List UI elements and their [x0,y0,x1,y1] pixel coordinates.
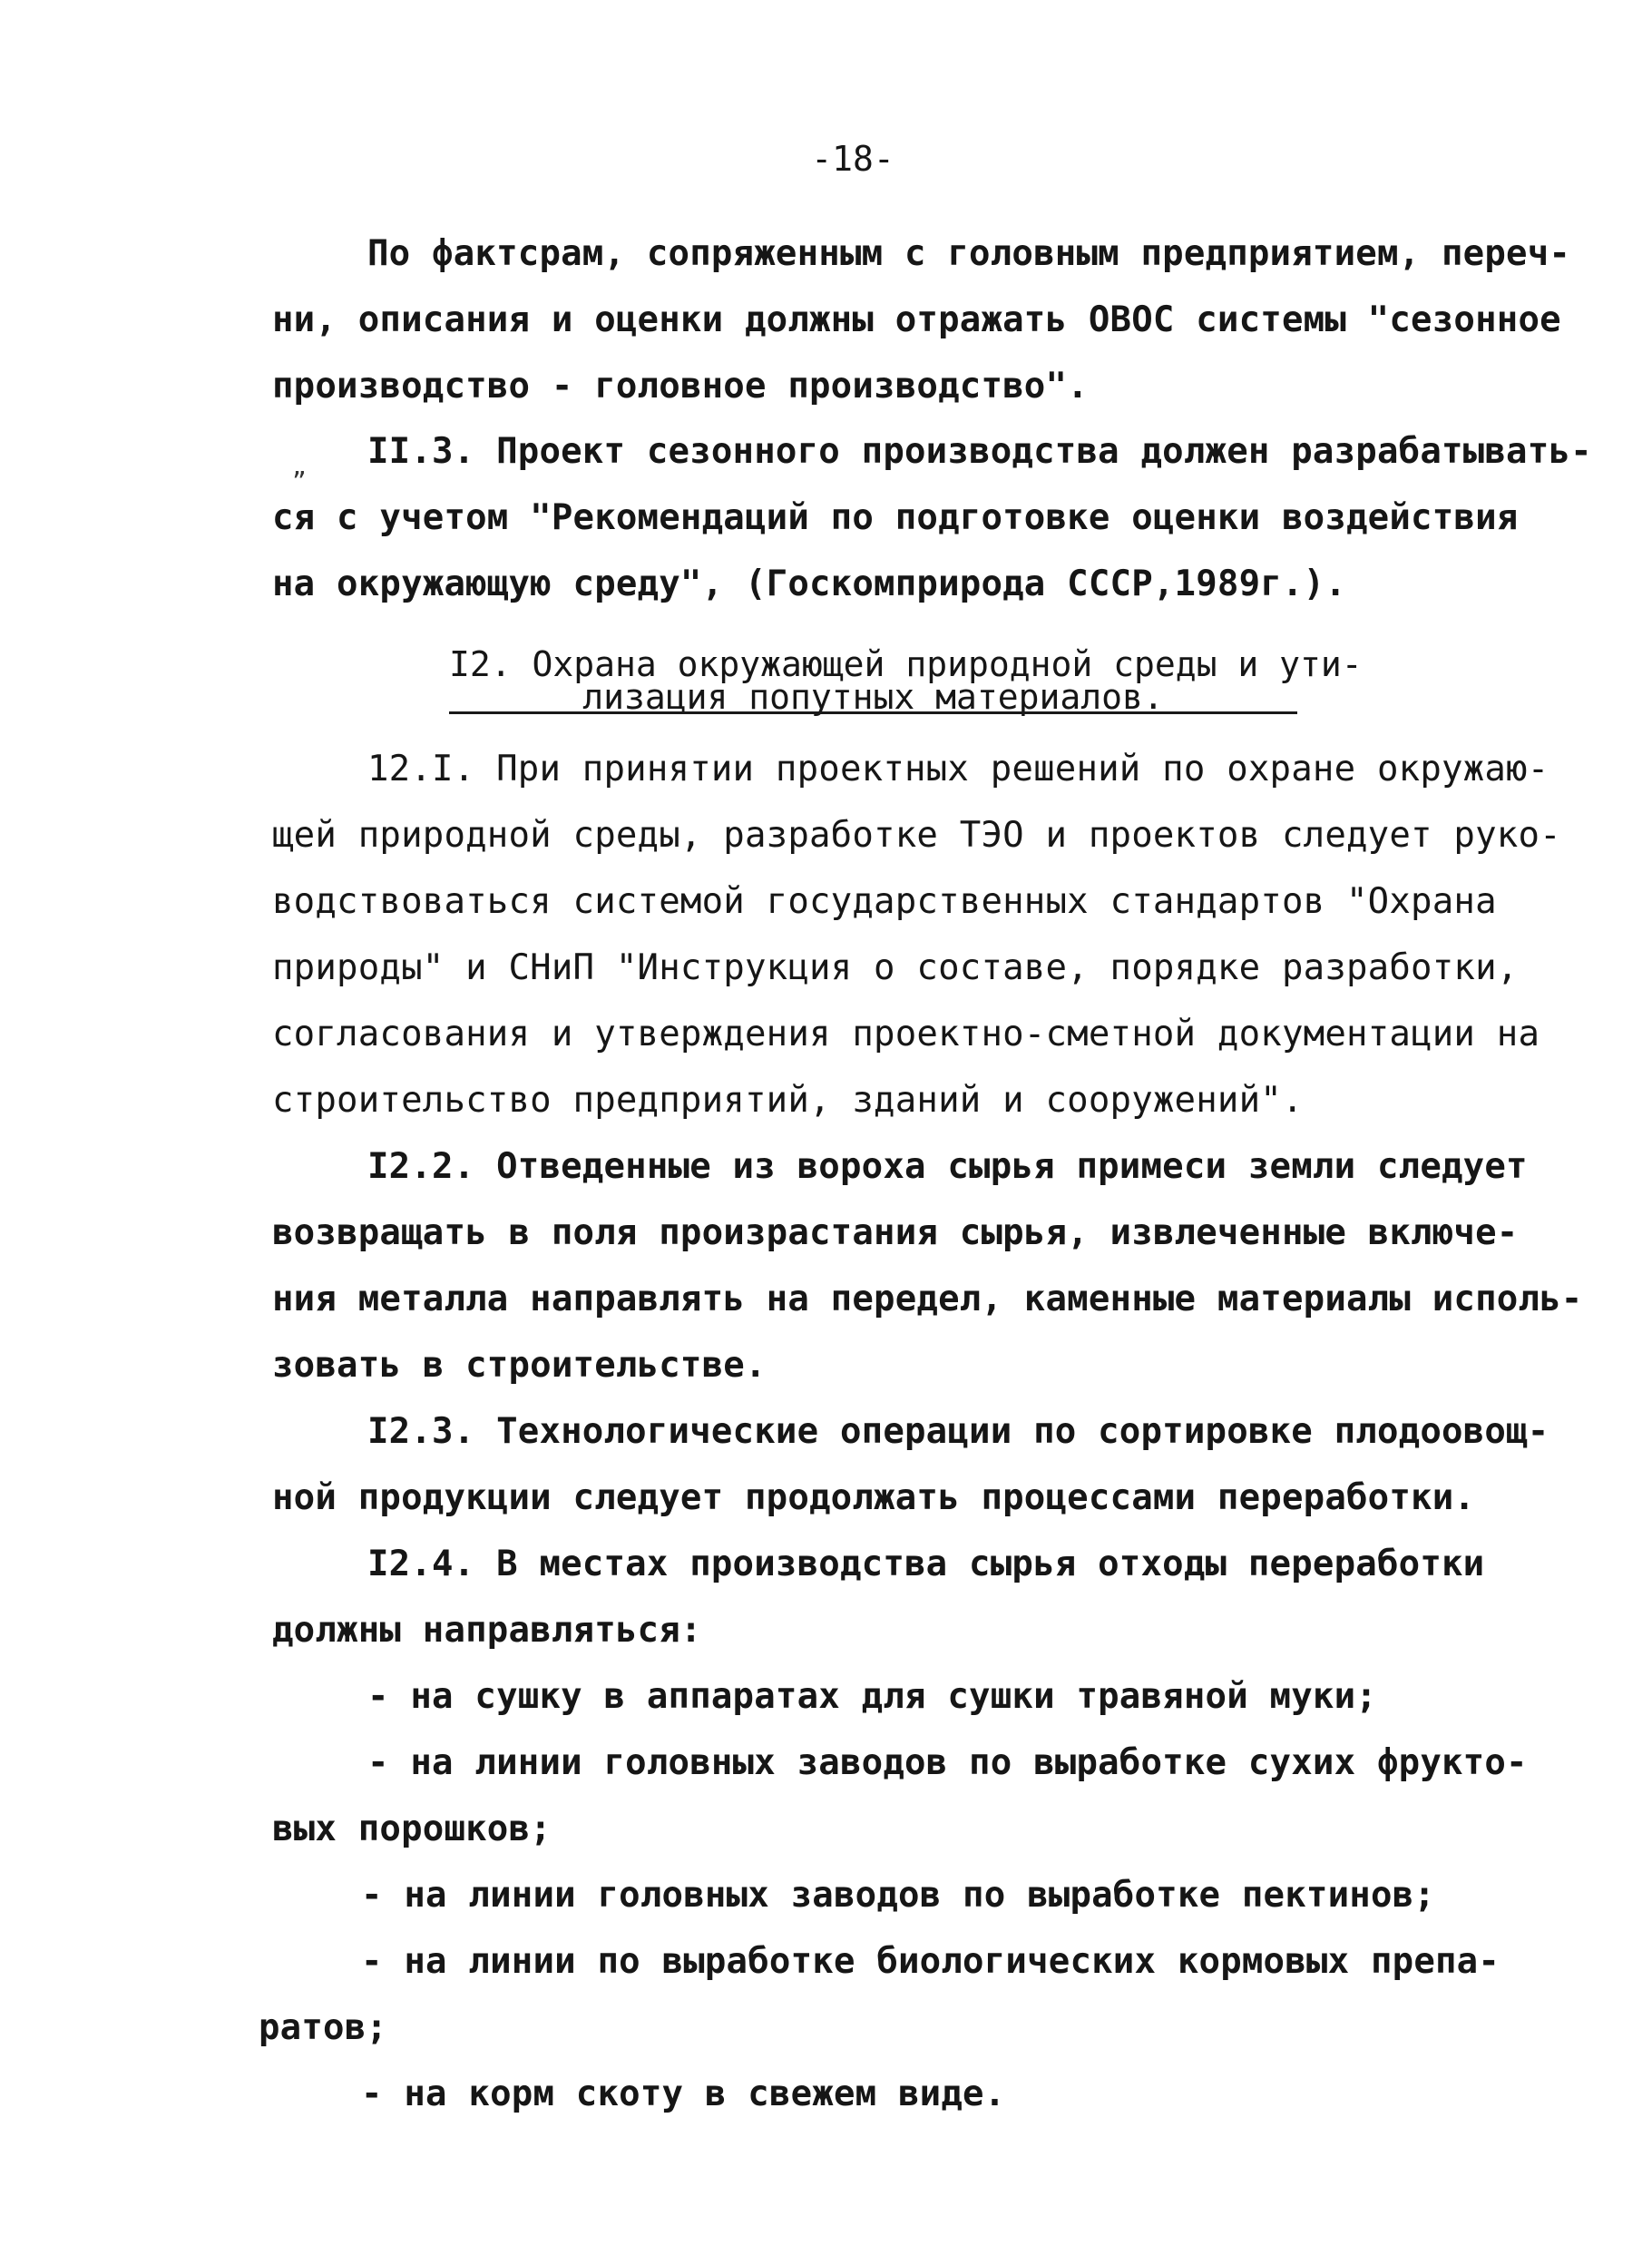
list-item: - на линии по выработке биологических кормовых препа- [361,1941,1500,1982]
text-line: I2.3. Технологические операции по сортировке плодоовощ- [367,1411,1549,1452]
list-item: - на сушку в аппаратах для сушки травяной муки; [367,1676,1377,1717]
heading-underline [449,711,1297,714]
text-line: зовать в строительстве. [272,1345,767,1386]
text-line: строительство предприятий, зданий и сооружений". [272,1080,1304,1121]
text-line: возвращать в поля произрастания сырья, извлеченные включе- [272,1212,1519,1253]
section-heading-line-1: I2. Охрана окружающей природной среды и ути- [449,644,1363,684]
text-line: согласования и утверждения проектно-сметной документации на [272,1014,1540,1054]
text-line: на окружающую среду", (Госкомприрода СССР,1989г.). [272,564,1346,604]
text-line: природы" и СНиП "Инструкция о составе, порядке разработки, [272,947,1519,988]
text-line: II.3. Проект сезонного производства должен разрабатывать- [367,431,1592,472]
margin-mark: „ [292,454,307,481]
text-line: ной продукции следует продолжать процессами переработки. [272,1477,1476,1518]
text-line: щей природной среды, разработке ТЭО и проектов следует руко- [272,815,1561,856]
text-line: водствоваться системой государственных стандартов "Охрана [272,881,1497,922]
text-line: ния металла направлять на передел, каменные материалы исполь- [272,1279,1583,1319]
text-line: По фактсрам, сопряженным с головным предприятием, переч- [367,233,1571,274]
text-line: ся с учетом "Рекомендаций по подготовке оценки воздействия [272,497,1519,538]
section-heading-line-2: лизация попутных материалов. [582,677,1164,717]
list-item: - на линии головных заводов по выработке пектинов; [361,1875,1435,1916]
list-item: - на корм скоту в свежем виде. [361,2074,1006,2114]
text-line: производство - головное производство". [272,366,1089,407]
page-number: -18- [811,139,894,179]
text-line: 12.I. При принятии проектных решений по охране окружаю- [367,749,1549,789]
list-item: - на линии головных заводов по выработке сухих фрукто- [367,1742,1528,1783]
text-line: I2.4. В местах производства сырья отходы переработки [367,1544,1485,1584]
text-line: I2.2. Отведенные из вороха сырья примеси земли следует [367,1146,1528,1187]
text-line: должны направляться: [272,1610,702,1651]
text-line: ни, описания и оценки должны отражать ОВОС системы "сезонное [272,299,1561,340]
text-line: вых порошков; [272,1809,552,1849]
text-line: ратов; [259,2007,388,2048]
